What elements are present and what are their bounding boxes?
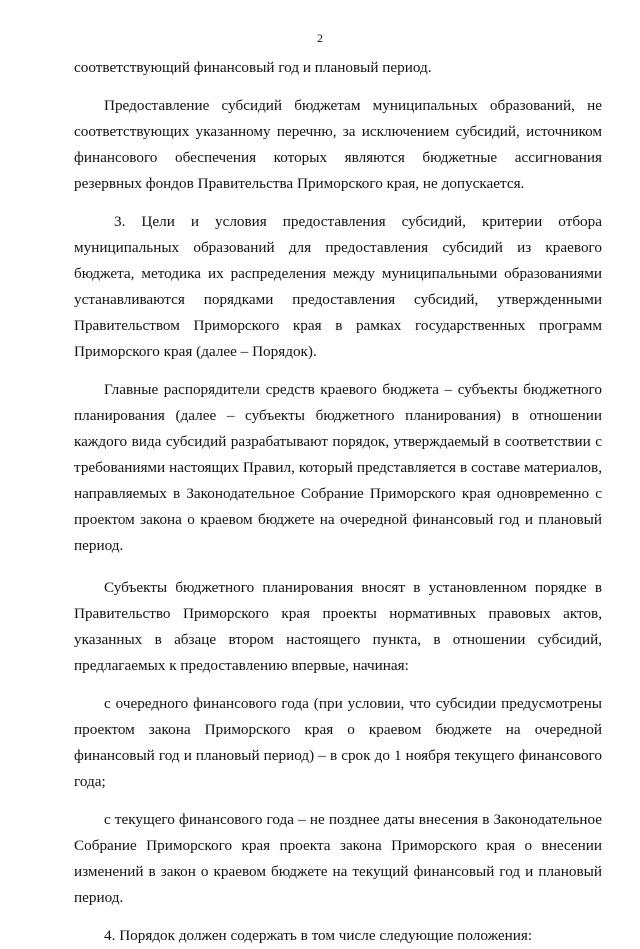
paragraph-next-fiscal-year: с очередного финансового года (при условии, что субсидии предусмотрены проектом закона Приморского края о краевом бюджете на очередной финансовый год и плановый период) – в срок до 1 ноября текущего финансового года; <box>74 695 602 790</box>
paragraph-continuation: соответствующий финансовый год и плановый период. <box>74 59 432 76</box>
paragraph-budget-holders: Главные распорядители средств краевого бюджета – субъекты бюджетного планирования (далее – субъекты бюджетного планирования) в отношении каждого вида субсидий разрабатывают порядок, утверждаемый в соответствии с требованиями настоящих Правил, который представляется в составе материалов, направляемых в Законодательное Собрание Приморского края одновременно с проектом закона о краевом бюджете на очередной финансовый год и плановый период. <box>74 381 602 554</box>
document-body <box>74 55 602 949</box>
paragraph-subsidy-restriction: Предоставление субсидий бюджетам муниципальных образований, не соответствующих указанному перечню, за исключением субсидий, источником финансового обеспечения которых являются бюджетные ассигнования резервных фондов Правительства Приморского края, не допускается. <box>74 97 602 192</box>
page-number: 2 <box>317 31 323 45</box>
paragraph-planning-subjects: Субъекты бюджетного планирования вносят в установленном порядке в Правительство Приморского края проекты нормативных правовых актов, указанных в абзаце втором настоящего пункта, в отношении субсидий, предлагаемых к предоставлению впервые, начиная: <box>74 579 602 674</box>
paragraph-current-fiscal-year: с текущего финансового года – не позднее даты внесения в Законодательное Собрание Приморского края проекта закона Приморского края о внесении изменений в закон о краевом бюджете на текущий финансовый год и плановый период. <box>74 811 602 906</box>
paragraph-item-3: 3. Цели и условия предоставления субсидий, критерии отбора муниципальных образований для предоставления субсидий из краевого бюджета, методика их распределения между муниципальными образованиями устанавливаются порядками предоставления субсидий, утвержденными Правительством Приморского края в рамках государственных программ Приморского края (далее – Порядок). <box>74 213 602 360</box>
paragraph-item-4: 4. Порядок должен содержать в том числе следующие положения: <box>104 927 533 944</box>
